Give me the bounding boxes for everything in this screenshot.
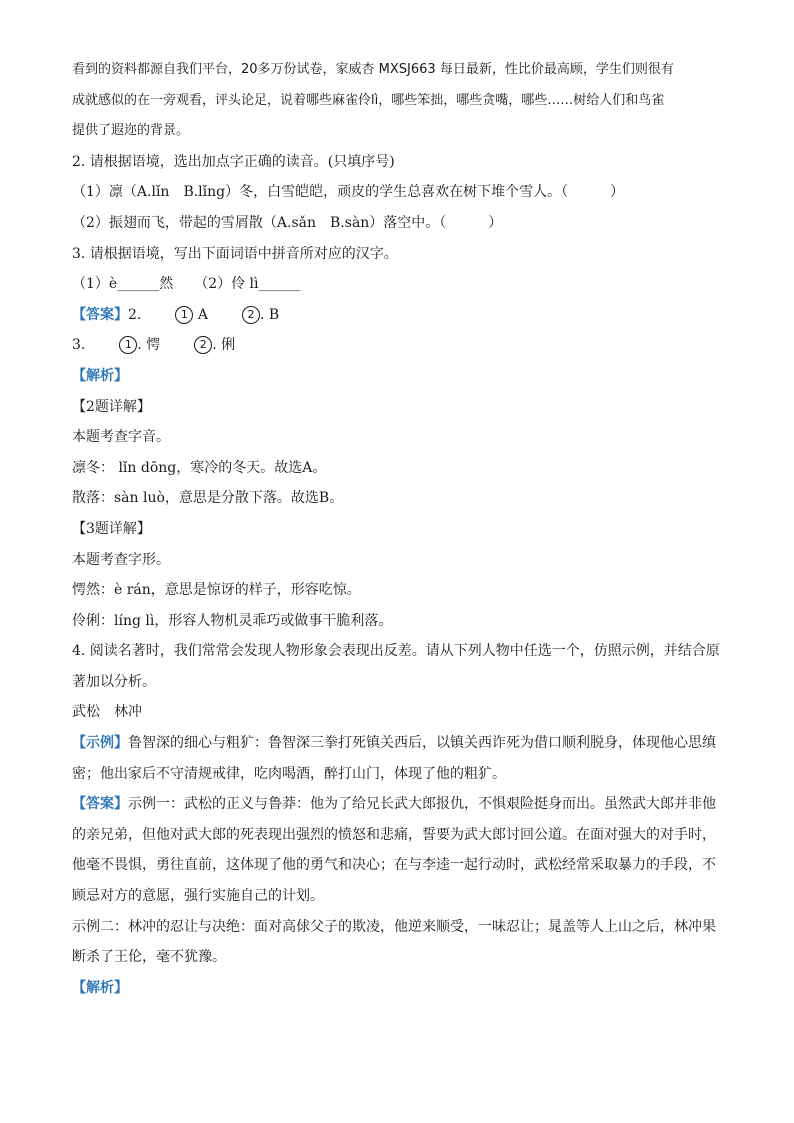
answer-3-2: 俐 (221, 337, 236, 354)
detail-2-heading: 【2题详解】 (72, 398, 151, 415)
question-2-stem: 2. 请根据语境，选出加点字正确的读音。(只填序号) (72, 153, 395, 170)
answer-text-1: 示例一：武松的正义与鲁莽：他为了给兄长武大郎报仇，不惧艰险挺身而出。虽然武大郎并非他 (128, 796, 716, 813)
question-4-answer-3: 他毫不畏惧，勇往直前，这体现了他的勇气和决心；在与李逵一起行动时，武松经常采取暴力的手段，不 (72, 857, 716, 874)
detail-3-line-3: 伶俐：líng lì，形容人物机灵乖巧或做事干脆利落。 (72, 612, 393, 629)
answer-tag-4: 【答案】 (72, 796, 128, 813)
question-2-item-2: （2）振翅而飞，带起的雪屑散（A.sǎn B.sàn）落空中。（ ） (72, 214, 503, 231)
intro-line-2: 成就感似的在一旁观看，评头论足，说着哪些麻雀伶lì，哪些笨拙，哪些贪嘴，哪些……树给人们和鸟雀 (72, 92, 665, 108)
example-text-1: 鲁智深的细心与粗犷：鲁智深三拳打死镇关西后，以镇关西诈死为借口顺利脱身，体现他心思缜 (128, 735, 716, 752)
answer-number-2: 2. (128, 306, 142, 323)
circled-number-1-icon: 1 (175, 306, 193, 324)
answer-2-2: B (268, 306, 280, 323)
question-4-options: 武松 林冲 (72, 704, 142, 721)
detail-2-line-1: 本题考查字音。 (72, 429, 170, 446)
question-4-answer-5: 示例二：林冲的忍让与决绝：面对高俅父子的欺凌，他逆来顺受，一味忍让；晁盖等人上山之后，林冲果 (72, 918, 716, 935)
question-4-example-2: 密；他出家后不守清规戒律，吃肉喝酒，醉打山门，体现了他的粗犷。 (72, 765, 506, 782)
analysis-tag: 【解析】 (72, 367, 128, 384)
question-4-answer-6: 断杀了王伦，毫不犹豫。 (72, 949, 226, 966)
circled-number-2-icon: 2 (194, 336, 212, 354)
question-4-analysis-heading (72, 978, 727, 998)
answer-number-3: 3. (72, 337, 86, 354)
detail-3-line-1: 本题考查字形。 (72, 551, 170, 568)
circled-number-2-icon: 2 (242, 306, 260, 324)
answer-line-2: 3. 1 . 愕 2 . 俐 (72, 337, 236, 354)
intro-line-3: 提供了遐迩的背景。 (72, 123, 190, 139)
analysis-tag-4: 【解析】 (72, 979, 128, 996)
question-4-answer-2: 的亲兄弟，但他对武大郎的死表现出强烈的愤怒和悲痛，誓要为武大郎讨回公道。在面对强大的对手时， (72, 826, 716, 843)
question-4-example-1 (72, 733, 727, 753)
analysis-heading (72, 366, 727, 386)
question-3-stem: 3. 请根据语境，写出下面词语中拼音所对应的汉字。 (72, 245, 398, 262)
detail-3-heading: 【3题详解】 (72, 520, 151, 537)
detail-2-line-2: 凛冬： lǐn dōng，寒冷的冬天。故选A。 (72, 459, 327, 476)
answer-line-1: 【答案】2. 1 A 2 . B (72, 306, 280, 323)
answer-tag: 【答案】 (72, 306, 128, 323)
intro-line-1: 看到的资料都源自我们平台，20多万份试卷，家威杏 MXSJ663 每日最新，性比价最高顾，学生们则很有 (72, 62, 674, 77)
question-4-answer-1 (72, 794, 727, 814)
question-4-stem-2: 著加以分析。 (72, 673, 156, 690)
detail-2-line-3: 散落：sàn luò，意思是分散下落。故选B。 (72, 490, 344, 507)
question-2-item-1: （1）凛（A.lǐn B.lǐng）冬，白雪皑皑，顽皮的学生总喜欢在树下堆个雪人。（ ） (72, 184, 625, 201)
question-3-item: （1）è______然 （2）伶 lì______ (72, 276, 301, 293)
example-tag: 【示例】 (72, 735, 128, 752)
question-4-answer-4: 顾忌对方的意愿，强行实施自己的计划。 (72, 888, 324, 905)
page-content (72, 60, 727, 1008)
circled-number-1-icon: 1 (119, 336, 137, 354)
detail-3-line-2: 愕然：è rán，意思是惊讶的样子，形容吃惊。 (72, 582, 361, 599)
answer-3-1: 愕 (146, 337, 161, 354)
answer-2-1: A (197, 306, 208, 323)
question-4-stem-1: 4. 阅读名著时，我们常常会发现人物形象会表现出反差。请从下列人物中任选一个，仿照示例，并结合原 (72, 643, 720, 660)
